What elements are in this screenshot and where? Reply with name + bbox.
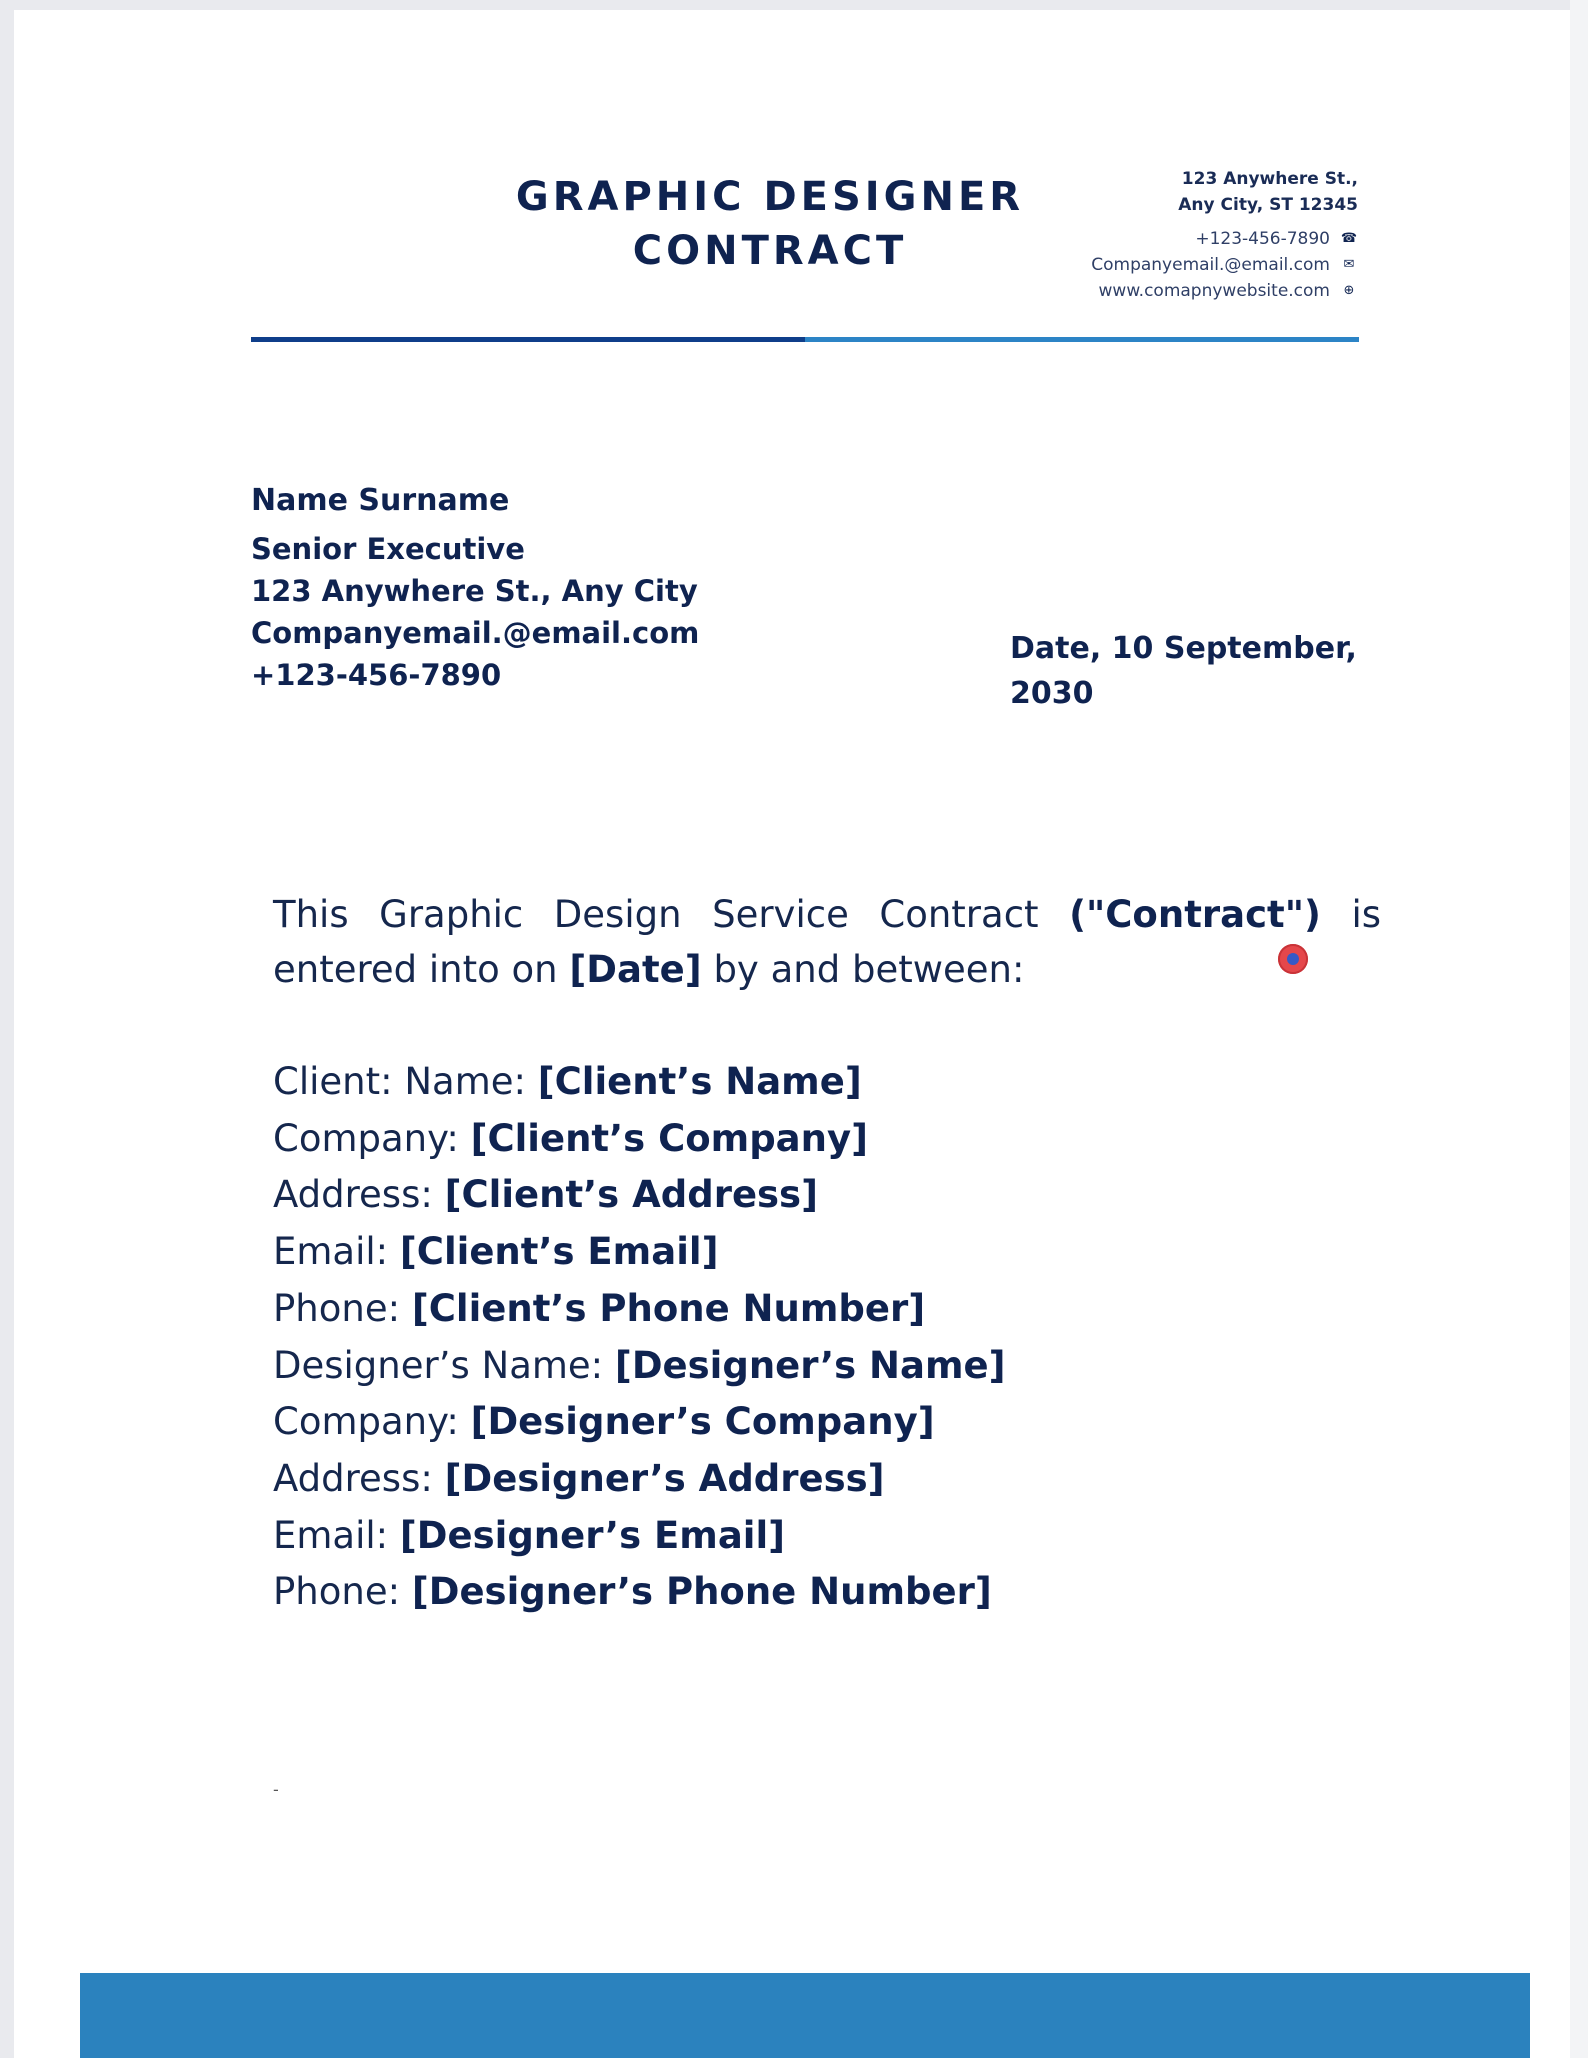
company-phone-line [1091,226,1358,252]
field-label: Address: [273,1173,445,1217]
phone-icon: ☎ [1340,231,1358,246]
field-label: Designer’s Name: [273,1343,615,1387]
sender-name: Name Surname [251,483,510,518]
company-website-line [1091,278,1358,304]
company-contact-block [1091,166,1358,304]
party-fields-list [273,1054,1006,1621]
intro-text-1: This Graphic Design Service Contract [273,893,1070,936]
field-value: [Designer’s Address] [444,1456,885,1500]
field-value: [Client’s Company] [470,1116,869,1160]
intro-text-3: by and between: [701,948,1025,991]
field-value: [Designer’s Phone Number] [411,1570,992,1614]
field-designer-email [273,1508,1006,1565]
company-website: www.comapnywebsite.com [1098,281,1330,301]
intro-text-2: is entered into on [273,893,1382,991]
field-label: Address: [273,1456,445,1500]
field-designer-address [273,1451,1006,1508]
cursor-marker-icon [1278,944,1308,974]
field-client-email [273,1224,1006,1281]
company-address-line-1: 123 Anywhere St., [1181,169,1358,189]
contract-date [1010,626,1370,716]
company-address-line-2: Any City, ST 12345 [1178,195,1358,215]
email-icon: ✉ [1343,257,1355,272]
field-label: Client: Name: [273,1060,538,1103]
field-designer-name [273,1338,1006,1395]
field-client-address [273,1167,1006,1224]
field-value: [Designer’s Company] [470,1400,935,1444]
field-value: [Designer’s Email] [399,1513,786,1557]
field-value: [Client’s Email] [399,1230,719,1274]
date-line-1: Date, 10 September, [1010,631,1357,666]
title-line-1: GRAPHIC DESIGNER [515,174,1025,220]
footer-bar [80,1973,1530,2058]
field-client-name [273,1054,1006,1111]
intro-contract-term: ("Contract") [1069,893,1321,936]
date-line-2: 2030 [1010,676,1094,711]
field-value: [Designer’s Name] [614,1343,1006,1387]
field-label: Email: [273,1230,400,1274]
field-designer-company [273,1394,1006,1451]
field-value: [Client’s Address] [444,1173,818,1217]
company-email-line [1091,252,1358,278]
sender-title: Senior Executive [251,532,525,566]
field-value: [Client’s Phone Number] [411,1286,926,1330]
title-line-2: CONTRACT [632,228,908,274]
sender-phone: +123-456-7890 [251,658,502,692]
company-email: Companyemail.@email.com [1091,255,1330,275]
document-page [14,10,1570,2058]
field-label: Phone: [273,1286,412,1330]
document-title [470,170,1070,278]
field-label: Company: [273,1400,471,1444]
header-divider [251,337,1359,342]
field-designer-phone [273,1564,1006,1621]
field-client-company [273,1111,1006,1168]
field-value: [Client’s Name] [537,1060,862,1103]
intro-date-placeholder: [Date] [569,948,702,991]
intro-paragraph [273,887,1381,997]
field-client-phone [273,1281,1006,1338]
field-label: Company: [273,1116,471,1160]
field-label: Email: [273,1513,400,1557]
sender-email: Companyemail.@email.com [251,616,700,650]
stray-mark: - [273,1780,279,1799]
field-label: Phone: [273,1570,412,1614]
web-icon: ⊕ [1343,283,1355,298]
company-phone: +123-456-7890 [1195,229,1330,249]
sender-block [251,480,699,696]
sender-address: 123 Anywhere St., Any City [251,574,698,608]
page-edge [1570,0,1588,2058]
